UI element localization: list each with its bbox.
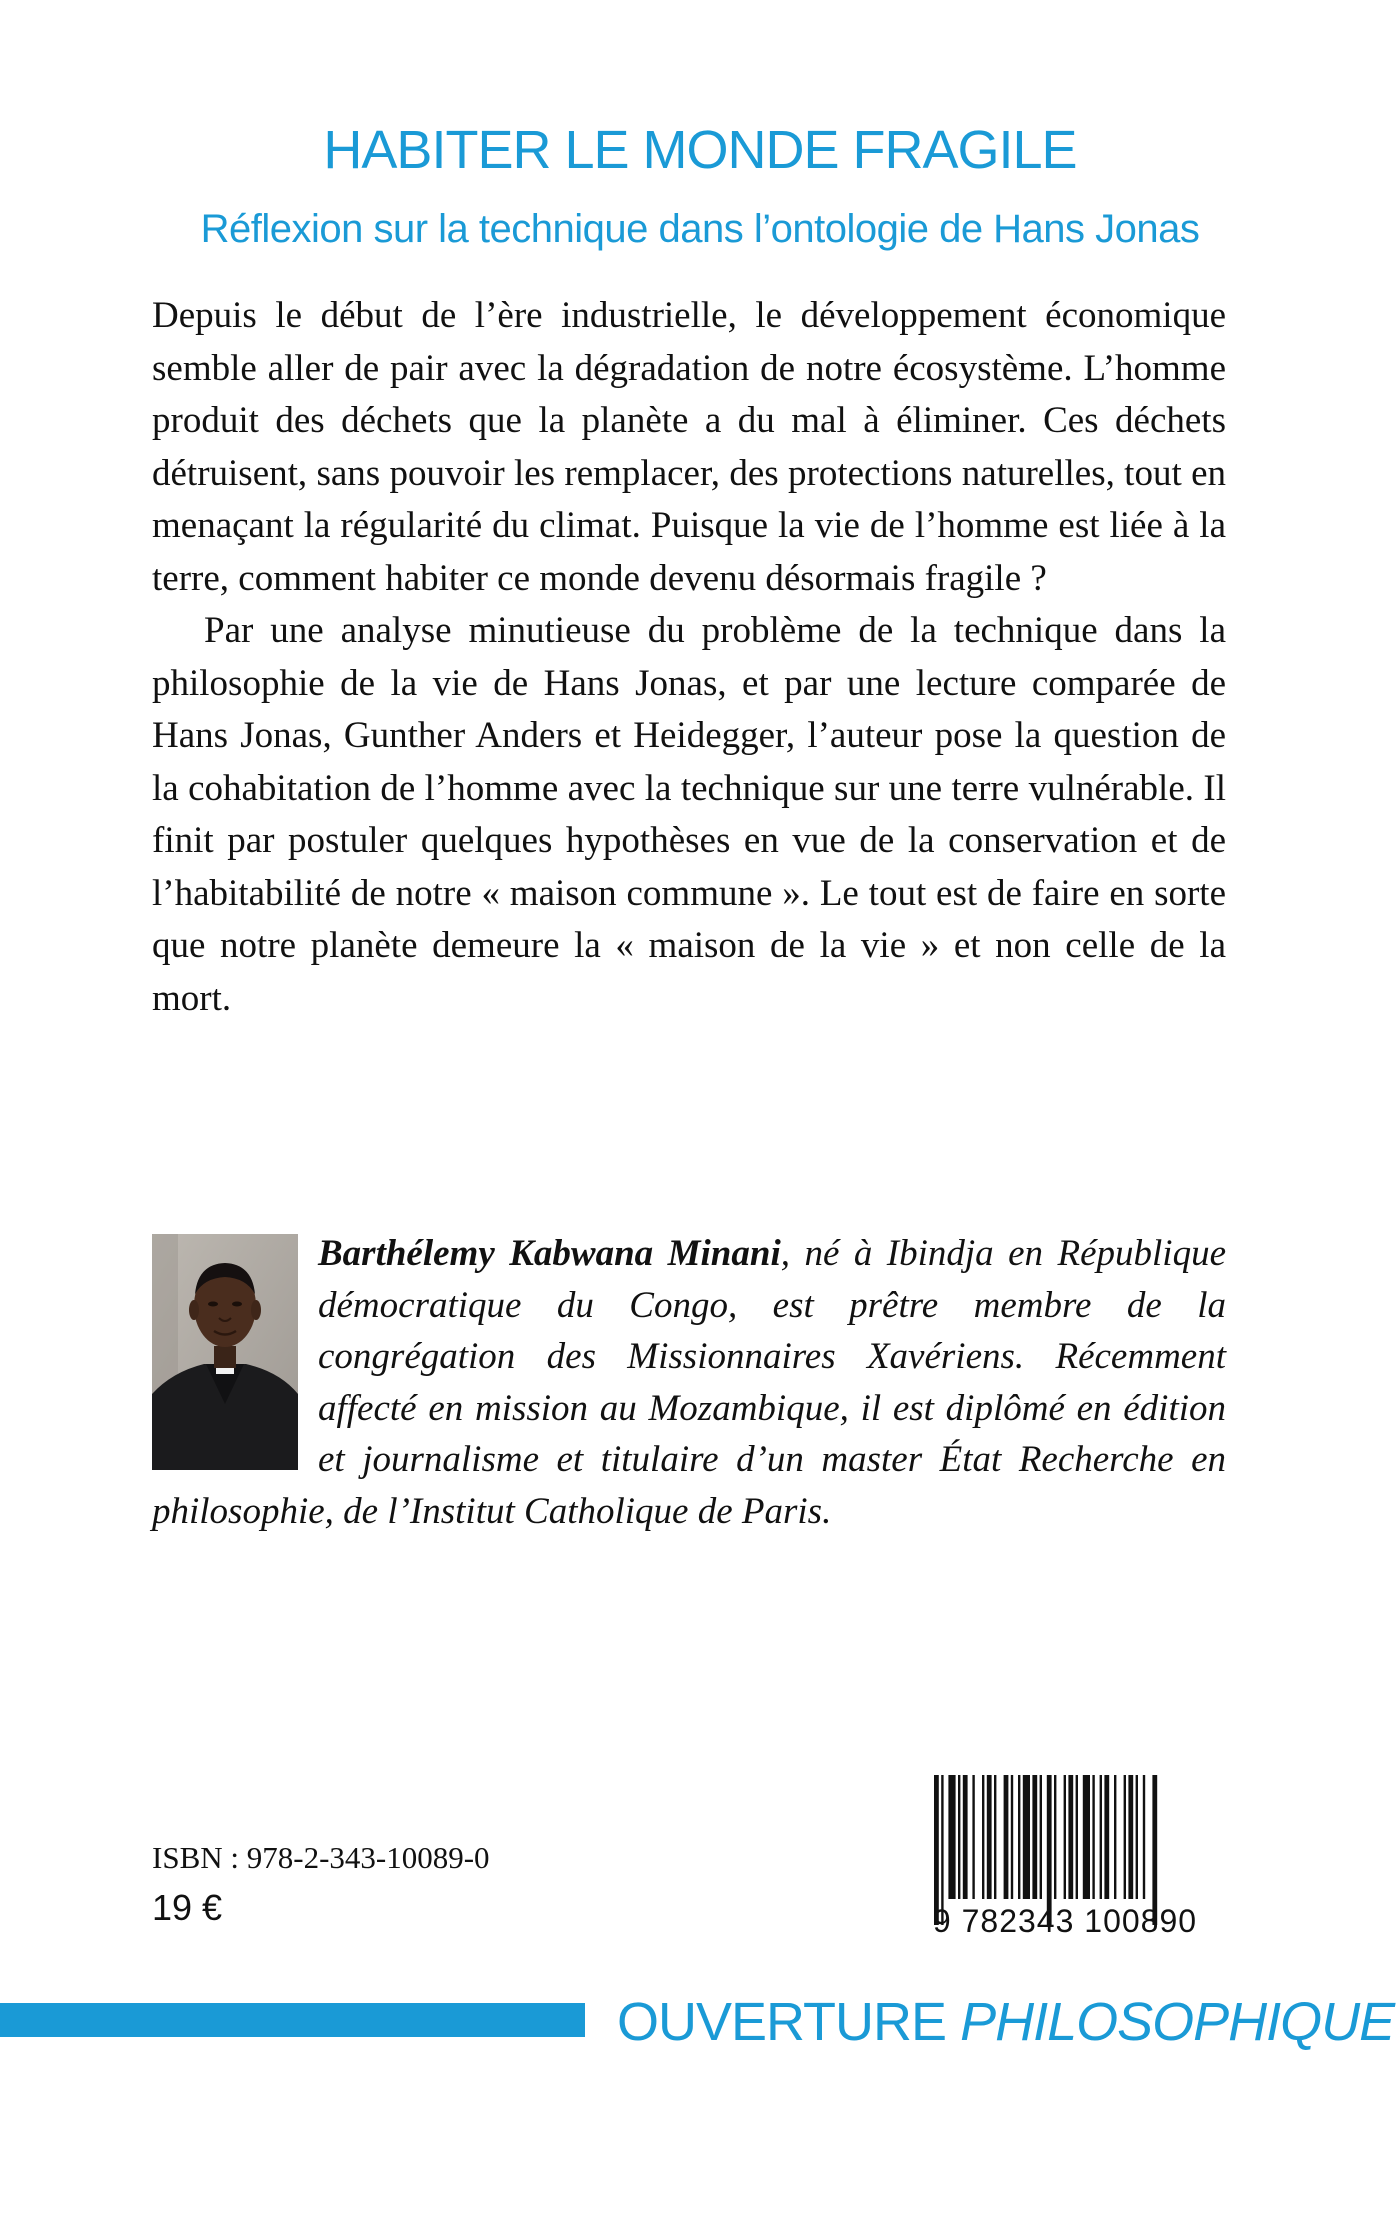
isbn: ISBN : 978-2-343-10089-0: [152, 1840, 490, 1875]
barcode-bar: [1104, 1775, 1109, 1899]
barcode-bar: [1032, 1775, 1037, 1899]
barcode-bar: [1124, 1775, 1126, 1899]
barcode-bar: [1083, 1775, 1090, 1899]
barcode-bar: [1064, 1775, 1066, 1899]
author-portrait-image: [152, 1234, 298, 1470]
barcode-bar: [1092, 1775, 1094, 1899]
barcode-bar: [1136, 1775, 1138, 1899]
barcode-bar: [987, 1775, 992, 1899]
author-photo: [152, 1234, 298, 1470]
barcode-bar: [1100, 1775, 1102, 1899]
summary-text: [152, 290, 1226, 1025]
barcode-bar: [1004, 1775, 1009, 1899]
barcode-bar: [994, 1775, 996, 1899]
barcode-bar: [1011, 1775, 1013, 1899]
barcode-bar: [1054, 1775, 1056, 1899]
barcode-bar: [958, 1775, 960, 1899]
summary-paragraph: Par une analyse minutieuse du problème de la technique dans la philosophie de la vie de Hans Jonas, et par une lecture comparée de Hans Jonas, Gunther Anders et Heidegger, l’auteur pose la question de la cohabitation de l’homme avec la technique sur une terre vulnérable. Il finit par postuler quelques hypothèses en vue de la conservation et de l’habitabilité de notre « maison commune ». Le tout est de faire en sorte que notre planète demeure la « maison de la vie » et non celle de la mort.: [152, 610, 1226, 1019]
barcode-bar: [1076, 1775, 1078, 1899]
author-bio-text: , né à Ibindja en République démocratique du Congo, est prêtre membre de la congrégation des Missionnaires Xavériens. Récemment affecté en mission au Mozambique, il est diplômé en édition et journalisme et titulaire d’un master État Recherche en philosophie, de l’Institut Catholique de Paris.: [152, 1233, 1227, 1532]
barcode-bar: [1114, 1775, 1116, 1899]
price: 19 €: [152, 1887, 223, 1928]
barcode-bar: [948, 1775, 955, 1899]
collection-name: [617, 1990, 1394, 2054]
barcode-bar: [982, 1775, 984, 1899]
barcode-bar: [1128, 1775, 1133, 1899]
barcode-bar: [1143, 1775, 1145, 1899]
book-subtitle: Réflexion sur la technique dans l’ontologie de Hans Jonas: [200, 207, 1200, 251]
barcode-bar: [1040, 1775, 1042, 1899]
barcode-bar: [1018, 1775, 1020, 1899]
barcode-digits: 9 782343 100890: [932, 1903, 1198, 1939]
barcode-bar: [972, 1775, 974, 1899]
barcode-bar: [1023, 1775, 1030, 1899]
author-bio: [152, 1228, 1226, 1537]
barcode-bar: [1068, 1775, 1073, 1899]
author-name: Barthélemy Kabwana Minani: [318, 1233, 781, 1274]
barcode-bar: [963, 1775, 968, 1899]
collection-accent-bar: [0, 2003, 585, 2037]
author-section: [152, 1228, 1226, 1537]
book-title: HABITER LE MONDE FRAGILE: [323, 120, 1077, 180]
collection-name-part2: PHILOSOPHIQUE: [960, 1992, 1395, 2052]
summary-paragraph: Depuis le début de l’ère industrielle, le développement économique semble aller de pair avec la dégradation de notre écosystème. L’homme produit des déchets que la planète a du mal à éliminer. Ces déchets détruisent, sans pouvoir les remplacer, des protections naturelles, tout en menaçant la régularité du climat. Puisque la vie de l’homme est liée à la terre, comment habiter ce monde devenu désormais fragile ?: [152, 295, 1226, 599]
collection-name-part1: OUVERTURE: [617, 1992, 961, 2052]
